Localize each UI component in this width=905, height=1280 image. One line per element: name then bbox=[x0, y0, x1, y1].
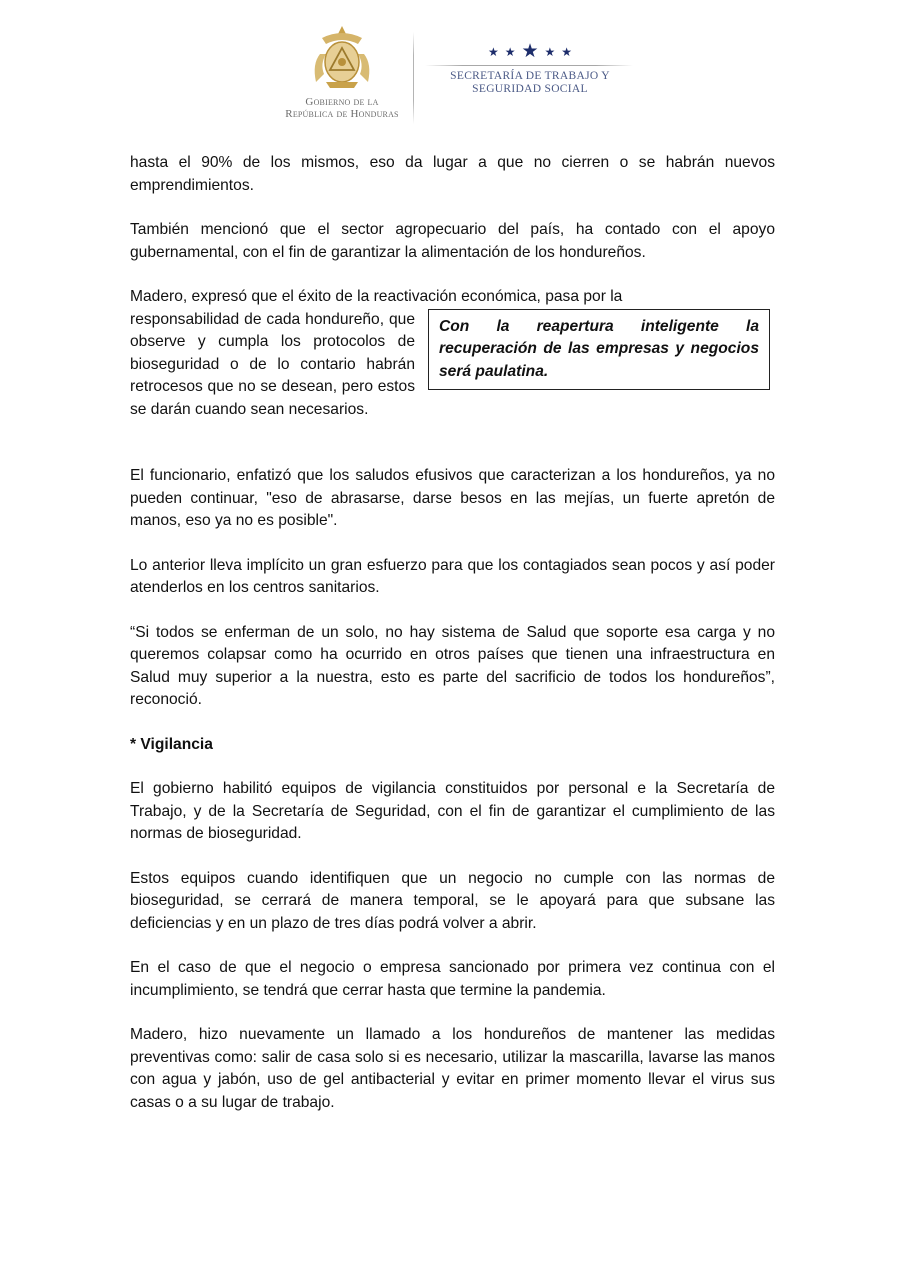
paragraph: Madero, hizo nuevamente un llamado a los hondureños de mantener las medidas preventivas como: salir de casa solo si es necesario, utilizar la mascarilla, lavarse las manos con agua y jabón, uso de gel antibacterial y evitar en primer momento llevar el virus sus casas o a su lugar de trabajo. bbox=[130, 1026, 775, 1111]
paragraph: También mencionó que el sector agropecuario del país, ha contado con el apoyo gubernamental, con el fin de garantizar la alimentación de los hondureños. bbox=[130, 221, 775, 261]
star-icon: ★ bbox=[544, 45, 556, 59]
quote-row bbox=[130, 309, 775, 444]
section-heading: * Vigilancia bbox=[130, 735, 213, 753]
star-icon: ★ bbox=[487, 45, 499, 59]
coat-of-arms-icon bbox=[300, 24, 384, 94]
star-icon: ★ bbox=[504, 45, 516, 59]
secretariat-line-2: SEGURIDAD SOCIAL bbox=[472, 83, 588, 95]
star-icon: ★ bbox=[561, 45, 573, 59]
horizontal-divider bbox=[425, 65, 633, 66]
government-name bbox=[252, 96, 432, 120]
vertical-divider bbox=[413, 32, 414, 124]
paragraph-with-quote bbox=[130, 286, 775, 443]
secretariat-line-1: SECRETARÍA DE TRABAJO Y bbox=[450, 70, 610, 82]
five-stars-icon bbox=[470, 43, 590, 61]
paragraph: “Si todos se enferman de un solo, no hay sistema de Salud que soporte esa carga y no queremos colapsar como ha ocurrido en otros países que tienen una infraestructura en Salud muy superior a la nuestra, esto es parte del sacrificio de todos los hondureños”, reconoció. bbox=[130, 623, 775, 708]
paragraph: hasta el 90% de los mismos, eso da lugar a que no cierren o se habrán nuevos emprendimientos. bbox=[130, 154, 775, 194]
paragraph: Madero, expresó que el éxito de la reactivación económica, pasa por la bbox=[130, 288, 623, 305]
secretariat-name bbox=[440, 70, 620, 96]
letterhead bbox=[0, 20, 905, 130]
paragraph: responsabilidad de cada hondureño, que observe y cumpla los protocolos de bioseguridad o de lo contario habrán retrocesos que no se desean, pero estos se darán cuando sean necesarios. bbox=[130, 310, 415, 418]
gov-line-1: Gobierno de la bbox=[305, 96, 379, 108]
pull-quote: Con la reapertura inteligente la recuperación de las empresas y negocios será paulatina. bbox=[428, 309, 770, 391]
paragraph: Estos equipos cuando identifiquen que un negocio no cumple con las normas de bioseguridad, se cerrará de manera temporal, se le apoyará para que subsane las deficiencias y en un plazo de tres días podrá volver a abrir. bbox=[130, 869, 775, 932]
paragraph: El funcionario, enfatizó que los saludos efusivos que caracterizan a los hondureños, ya no pueden continuar, "eso de abrasarse, darse besos en las mejías, un fuerte apretón de manos, eso ya no es posible". bbox=[130, 467, 775, 529]
paragraph: En el caso de que el negocio o empresa sancionado por primera vez continua con el incumplimiento, se tendrá que cerrar hasta que termine la pandemia. bbox=[130, 959, 775, 999]
paragraph: El gobierno habilitó equipos de vigilancia constituidos por personal e la Secretaría de Trabajo, y de la Secretaría de Seguridad, con el fin de garantizar el cumplimiento de las normas de bioseguridad. bbox=[130, 780, 775, 842]
star-icon: ★ bbox=[521, 41, 539, 62]
paragraph: Lo anterior lleva implícito un gran esfuerzo para que los contagiados sean pocos y así poder atenderlos en los centros sanitarios. bbox=[130, 556, 775, 596]
gov-line-2: República de Honduras bbox=[285, 108, 399, 120]
article-body bbox=[130, 152, 775, 1136]
